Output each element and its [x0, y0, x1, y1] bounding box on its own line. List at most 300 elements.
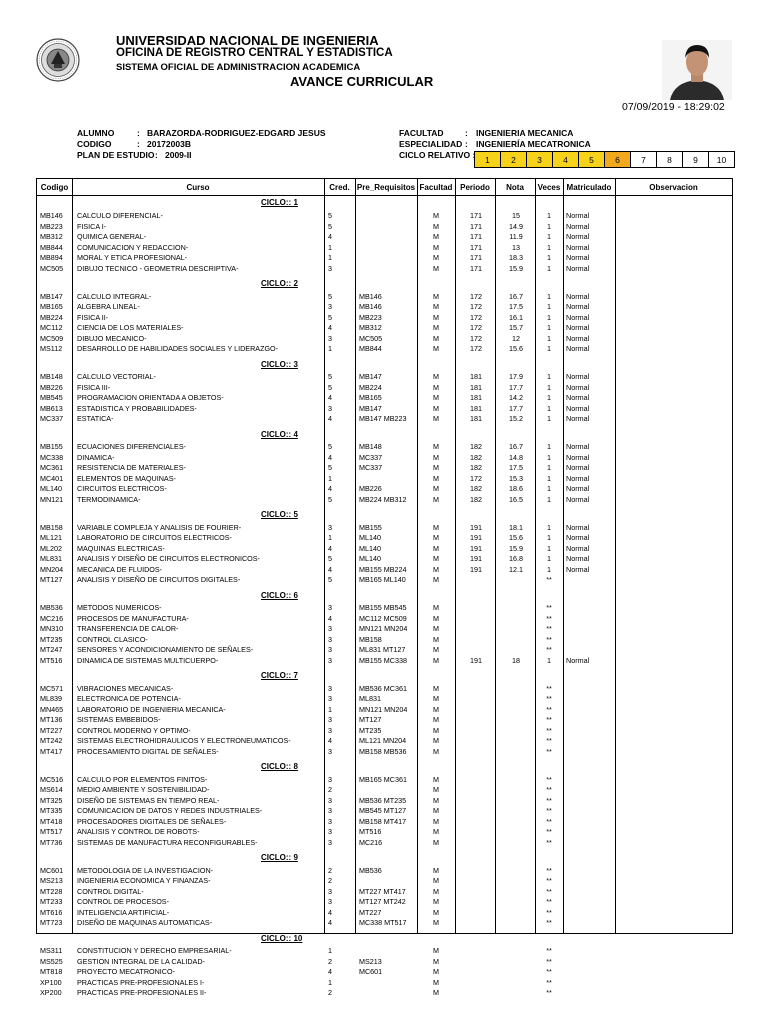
cell-creditos: 1	[328, 946, 332, 955]
table-row	[37, 624, 732, 634]
cell-prerequisitos: MB844	[359, 344, 382, 353]
cell-creditos: 4	[328, 907, 332, 917]
cell-creditos: 3	[328, 827, 332, 836]
cell-nota: 15.9	[509, 263, 523, 273]
cell-matriculado: Normal	[566, 484, 590, 493]
cell-periodo: 171	[470, 253, 482, 262]
cell-creditos: 3	[328, 806, 332, 815]
cell-periodo: 172	[470, 312, 482, 322]
cell-veces: **	[546, 795, 552, 805]
cell-matriculado: Normal	[566, 302, 590, 311]
cell-matriculado: Normal	[566, 543, 590, 553]
cycle-box-10: 10	[716, 154, 727, 165]
cycle-progress-boxes	[474, 151, 735, 168]
cell-periodo: 191	[470, 564, 482, 574]
table-row	[37, 302, 732, 312]
cell-periodo: 172	[470, 344, 482, 353]
cell-matriculado: Normal	[566, 372, 590, 381]
cell-curso: ESTADISTICA Y PROBABILIDADES-	[77, 403, 197, 413]
cell-curso: ESTATICA-	[77, 414, 114, 423]
cell-facultad: M	[433, 774, 439, 784]
cell-curso: INGENIERIA ECONOMICA Y FINANZAS-	[77, 876, 211, 885]
cell-facultad: M	[433, 956, 439, 966]
cell-creditos: 3	[328, 746, 332, 756]
cell-veces: **	[546, 575, 552, 584]
cell-prerequisitos: MB165	[359, 393, 382, 402]
table-row	[37, 866, 732, 876]
cell-veces: **	[546, 876, 552, 885]
col-header-codigo: Codigo	[40, 182, 69, 192]
cycle-box-4: 4	[553, 152, 579, 167]
cell-prerequisitos: MT516	[359, 827, 382, 836]
cell-curso: GESTION INTEGRAL DE LA CALIDAD-	[77, 956, 205, 966]
cell-matriculado: Normal	[566, 473, 590, 483]
cell-facultad: M	[433, 634, 439, 644]
cell-creditos: 4	[328, 232, 332, 241]
cell-periodo: 191	[470, 522, 482, 532]
cell-creditos: 3	[328, 683, 332, 693]
section-title-ciclo-8: CICLO:: 8	[261, 762, 298, 771]
cell-creditos: 5	[328, 382, 332, 392]
cell-curso: PROCESADORES DIGITALES DE SEÑALES-	[77, 816, 227, 826]
cycle-box-2: 2	[501, 152, 527, 167]
cell-periodo: 191	[470, 533, 482, 542]
cell-codigo: MT242	[40, 736, 63, 745]
cell-creditos: 3	[328, 897, 332, 906]
cycle-box-6: 6	[605, 152, 631, 167]
cell-creditos: 5	[328, 442, 332, 451]
cell-matriculado: Normal	[566, 253, 590, 262]
cell-codigo: MT127	[40, 575, 63, 584]
cell-periodo: 171	[470, 263, 482, 273]
col-header-veces: Veces	[537, 182, 561, 192]
cell-veces: **	[546, 897, 552, 906]
cell-creditos: 4	[328, 393, 332, 402]
section-title-ciclo-9: CICLO:: 9	[261, 853, 298, 862]
cell-curso: MEDIO AMBIENTE Y SOSTENIBILIDAD-	[77, 785, 210, 794]
cell-codigo: MT616	[40, 907, 63, 917]
cell-veces: **	[546, 886, 552, 896]
cell-nota: 15.3	[509, 473, 523, 483]
cell-matriculado: Normal	[566, 344, 590, 353]
cell-creditos: 4	[328, 414, 332, 423]
cell-curso: COMUNICACION Y REDACCION-	[77, 242, 189, 252]
cell-creditos: 2	[328, 876, 332, 885]
cell-veces: **	[546, 624, 552, 633]
cell-codigo: MT136	[40, 715, 63, 724]
cell-matriculado: Normal	[566, 312, 590, 322]
cell-prerequisitos: MB155	[359, 522, 382, 532]
ciclo-relativo-label: CICLO RELATIVO :	[399, 150, 476, 160]
cell-codigo: MB146	[40, 211, 63, 220]
cell-curso: CALCULO VECTORIAL-	[77, 372, 156, 381]
cell-codigo: MB844	[40, 242, 63, 252]
cell-matriculado: Normal	[566, 494, 590, 504]
section-title-ciclo-7: CICLO:: 7	[261, 671, 298, 680]
cell-prerequisitos: MB147	[359, 403, 382, 413]
table-row	[37, 565, 732, 575]
table-row	[37, 747, 732, 757]
cell-codigo: MT247	[40, 645, 63, 654]
cycle-box-1: 1	[475, 152, 501, 167]
cell-veces: 1	[547, 211, 551, 220]
table-row	[37, 603, 732, 613]
cell-facultad: M	[433, 876, 439, 885]
cell-prerequisitos: ML831 MT127	[359, 645, 406, 654]
cell-facultad: M	[433, 907, 439, 917]
cell-facultad: M	[433, 554, 439, 563]
cell-nota: 15	[512, 211, 520, 220]
cell-veces: 1	[547, 543, 551, 553]
col-header-curso: Curso	[186, 182, 210, 192]
cell-prerequisitos: MB536 MC361	[359, 683, 407, 693]
table-row	[37, 715, 732, 725]
cell-matriculado: Normal	[566, 414, 590, 423]
alumno-colon: :	[137, 128, 140, 138]
cell-prerequisitos: MB536 MT235	[359, 795, 407, 805]
cell-veces: 1	[547, 494, 551, 504]
cell-curso: DINAMICA DE SISTEMAS MULTICUERPO-	[77, 655, 219, 665]
cell-veces: **	[546, 967, 552, 976]
cell-nota: 15.9	[509, 543, 523, 553]
cell-veces: 1	[547, 564, 551, 574]
cell-matriculado: Normal	[566, 403, 590, 413]
cell-creditos: 1	[328, 253, 332, 262]
cell-creditos: 5	[328, 554, 332, 563]
cell-curso: CALCULO POR ELEMENTOS FINITOS-	[77, 774, 208, 784]
cell-veces: 1	[547, 655, 551, 665]
cell-veces: 1	[547, 533, 551, 542]
table-row	[37, 523, 732, 533]
cell-matriculado: Normal	[566, 442, 590, 451]
cell-prerequisitos: MC338 MT517	[359, 918, 407, 927]
cell-facultad: M	[433, 575, 439, 584]
cell-curso: SENSORES Y ACONDICIONAMIENTO DE SEÑALES-	[77, 645, 254, 654]
cell-nota: 18.3	[509, 253, 523, 262]
table-row	[37, 614, 732, 624]
cell-creditos: 4	[328, 613, 332, 623]
cell-curso: DIBUJO MECANICO-	[77, 333, 147, 343]
cell-codigo: MT723	[40, 918, 63, 927]
table-row	[37, 838, 732, 848]
cell-prerequisitos: ML140	[359, 543, 381, 553]
plan-colon: :	[155, 150, 158, 160]
table-row	[37, 232, 732, 242]
cell-creditos: 2	[328, 988, 332, 997]
cell-creditos: 5	[328, 211, 332, 220]
cell-codigo: MB147	[40, 291, 63, 301]
cell-creditos: 3	[328, 816, 332, 826]
cell-matriculado: Normal	[566, 382, 590, 392]
cell-facultad: M	[433, 291, 439, 301]
cell-codigo: MN465	[40, 704, 64, 714]
cell-facultad: M	[433, 442, 439, 451]
cell-nota: 11.9	[509, 232, 523, 241]
cell-veces: **	[546, 865, 552, 875]
cell-nota: 12.1	[509, 564, 523, 574]
cell-codigo: MC112	[40, 323, 63, 332]
cell-facultad: M	[433, 344, 439, 353]
cycle-box-5: 5	[579, 152, 605, 167]
cell-nota: 15.2	[509, 414, 523, 423]
cell-veces: 1	[547, 302, 551, 311]
cell-curso: COMUNICACION DE DATOS Y REDES INDUSTRIALES-	[77, 806, 263, 815]
cell-prerequisitos: ML140	[359, 554, 381, 563]
cell-curso: CONSTITUCION Y DERECHO EMPRESARIAL-	[77, 946, 232, 955]
table-row	[37, 211, 732, 221]
cell-creditos: 3	[328, 263, 332, 273]
table-row	[37, 957, 732, 967]
cell-periodo: 171	[470, 232, 482, 241]
cell-facultad: M	[433, 967, 439, 976]
cell-nota: 18	[512, 655, 520, 665]
cell-prerequisitos: MC337	[359, 452, 383, 462]
cell-codigo: ML140	[40, 484, 62, 493]
cell-creditos: 3	[328, 837, 332, 847]
cell-prerequisitos: MB312	[359, 323, 382, 332]
cell-curso: PRACTICAS PRE-PROFESIONALES II-	[77, 988, 207, 997]
table-row	[37, 785, 732, 795]
cell-veces: 1	[547, 522, 551, 532]
cell-facultad: M	[433, 785, 439, 794]
cell-facultad: M	[433, 806, 439, 815]
alumno-value: BARAZORDA-RODRIGUEZ-EDGARD JESUS	[147, 128, 326, 138]
cell-creditos: 5	[328, 494, 332, 504]
cell-creditos: 3	[328, 603, 332, 612]
cell-codigo: MT335	[40, 806, 63, 815]
cell-periodo: 181	[470, 393, 482, 402]
cell-prerequisitos: MC601	[359, 967, 383, 976]
cell-codigo: MT517	[40, 827, 63, 836]
cell-codigo: MC601	[40, 865, 64, 875]
cell-curso: CONTROL DE PROCESOS-	[77, 897, 169, 906]
cell-creditos: 3	[328, 624, 332, 633]
cell-creditos: 4	[328, 564, 332, 574]
cell-nota: 17.5	[509, 463, 523, 472]
cell-creditos: 2	[328, 865, 332, 875]
cell-curso: LABORATORIO DE INGENIERIA MECANICA-	[77, 704, 226, 714]
col-header-nota: Nota	[506, 182, 524, 192]
cell-curso: CALCULO INTEGRAL-	[77, 291, 152, 301]
cell-periodo: 172	[470, 323, 482, 332]
cell-curso: MECANICA DE FLUIDOS-	[77, 564, 163, 574]
cell-veces: **	[546, 785, 552, 794]
cell-codigo: XP100	[40, 977, 62, 987]
cell-codigo: MN310	[40, 624, 64, 633]
cell-codigo: MB165	[40, 302, 63, 311]
cell-curso: SISTEMAS DE MANUFACTURA RECONFIGURABLES-	[77, 837, 258, 847]
table-row	[37, 474, 732, 484]
cell-curso: DIBUJO TECNICO - GEOMETRIA DESCRIPTIVA-	[77, 263, 239, 273]
cell-curso: ECUACIONES DIFERENCIALES-	[77, 442, 187, 451]
cell-veces: 1	[547, 463, 551, 472]
cell-facultad: M	[433, 683, 439, 693]
cell-codigo: MC516	[40, 774, 64, 784]
curriculum-table	[36, 178, 733, 997]
cell-matriculado: Normal	[566, 263, 590, 273]
cell-creditos: 3	[328, 522, 332, 532]
cell-codigo: MB155	[40, 442, 63, 451]
cell-facultad: M	[433, 918, 439, 927]
section-title-ciclo-10: CICLO:: 10	[261, 933, 303, 943]
cell-curso: TRANSFERENCIA DE CALOR-	[77, 624, 179, 633]
cell-creditos: 1	[328, 704, 332, 714]
cell-facultad: M	[433, 736, 439, 745]
cell-codigo: MT417	[40, 746, 63, 756]
cell-codigo: ML202	[40, 543, 62, 553]
cell-codigo: MC216	[40, 613, 64, 623]
cycle-box-8: 8	[657, 152, 683, 167]
cell-veces: 1	[547, 333, 551, 343]
cell-nota: 16.7	[509, 291, 523, 301]
table-row	[37, 876, 732, 886]
table-row	[37, 908, 732, 918]
cell-prerequisitos: MC505	[359, 333, 383, 343]
cell-facultad: M	[433, 694, 439, 703]
cell-veces: 1	[547, 242, 551, 252]
cell-periodo: 172	[470, 333, 482, 343]
cell-veces: 1	[547, 221, 551, 231]
cell-curso: ANALISIS Y DISEÑO DE CIRCUITOS ELECTRONICOS-	[77, 554, 260, 563]
cell-facultad: M	[433, 211, 439, 220]
alumno-label: ALUMNO	[77, 128, 115, 138]
cell-matriculado: Normal	[566, 333, 590, 343]
cell-facultad: M	[433, 522, 439, 532]
table-row	[37, 796, 732, 806]
cell-veces: **	[546, 918, 552, 927]
table-row	[37, 393, 732, 403]
cell-periodo: 191	[470, 554, 482, 563]
cell-veces: **	[546, 827, 552, 836]
cell-matriculado: Normal	[566, 232, 590, 241]
cell-prerequisitos: MB147	[359, 372, 382, 381]
cell-facultad: M	[433, 837, 439, 847]
cell-creditos: 1	[328, 977, 332, 987]
cell-facultad: M	[433, 645, 439, 654]
cell-facultad: M	[433, 624, 439, 633]
cell-nota: 17.5	[509, 302, 523, 311]
cell-periodo: 172	[470, 473, 482, 483]
cell-prerequisitos: MB158 MB536	[359, 746, 407, 756]
cell-veces: **	[546, 907, 552, 917]
cell-veces: **	[546, 715, 552, 724]
section-title-ciclo-6: CICLO:: 6	[261, 590, 298, 600]
cell-curso: CIENCIA DE LOS MATERIALES-	[77, 323, 184, 332]
cell-nota: 17.7	[509, 382, 523, 392]
section-title-ciclo-5: CICLO:: 5	[261, 510, 298, 519]
university-name: UNIVERSIDAD NACIONAL DE INGENIERIA	[116, 33, 379, 48]
table-row	[37, 967, 732, 977]
cell-nota: 15.6	[509, 344, 523, 353]
cell-curso: FISICA II-	[77, 312, 109, 322]
cell-facultad: M	[433, 715, 439, 724]
cell-veces: 1	[547, 554, 551, 563]
cell-prerequisitos: MT227 MT417	[359, 886, 406, 896]
cell-facultad: M	[433, 393, 439, 402]
cell-facultad: M	[433, 333, 439, 343]
cell-curso: ELEMENTOS DE MAQUINAS-	[77, 473, 176, 483]
cell-veces: **	[546, 946, 552, 955]
cell-curso: CONTROL MODERNO Y OPTIMO-	[77, 725, 191, 735]
report-datetime: 07/09/2019 - 18:29:02	[622, 101, 725, 113]
table-row	[37, 827, 732, 837]
cell-codigo: MB226	[40, 382, 63, 392]
cell-creditos: 3	[328, 774, 332, 784]
cell-codigo: MT227	[40, 725, 63, 735]
cell-curso: VARIABLE COMPLEJA Y ANALISIS DE FOURIER-	[77, 522, 242, 532]
cell-periodo: 181	[470, 382, 482, 392]
cell-veces: **	[546, 603, 552, 612]
cell-facultad: M	[433, 452, 439, 462]
cell-veces: **	[546, 736, 552, 745]
cell-curso: ANALISIS Y CONTROL DE ROBOTS-	[77, 827, 200, 836]
cell-creditos: 4	[328, 452, 332, 462]
col-header-periodo: Periodo	[460, 182, 490, 192]
cell-codigo: MB158	[40, 522, 63, 532]
cell-curso: QUIMICA GENERAL-	[77, 232, 147, 241]
cell-creditos: 4	[328, 918, 332, 927]
cell-curso: DISEÑO DE MAQUINAS AUTOMATICAS-	[77, 918, 213, 927]
system-name: SISTEMA OFICIAL DE ADMINISTRACION ACADEMICA	[116, 62, 361, 73]
cycle-box-9: 9	[683, 152, 709, 167]
table-row	[37, 887, 732, 897]
cycle-box-7: 7	[631, 152, 657, 167]
table-row	[37, 463, 732, 473]
cell-veces: **	[546, 694, 552, 703]
especialidad-label: ESPECIALIDAD	[399, 139, 463, 149]
cell-codigo: MC361	[40, 463, 64, 472]
table-row	[37, 897, 732, 907]
table-row	[37, 442, 732, 452]
cell-veces: **	[546, 746, 552, 756]
cell-periodo: 182	[470, 484, 482, 493]
cell-facultad: M	[433, 564, 439, 574]
cell-facultad: M	[433, 382, 439, 392]
cell-nota: 16.7	[509, 442, 523, 451]
table-row	[37, 313, 732, 323]
cell-codigo: MB148	[40, 372, 63, 381]
plan-label: PLAN DE ESTUDIO	[77, 150, 155, 160]
table-row	[37, 575, 732, 585]
cell-periodo: 182	[470, 452, 482, 462]
cell-prerequisitos: MB148	[359, 442, 382, 451]
cell-prerequisitos: MB146	[359, 291, 382, 301]
table-row	[37, 694, 732, 704]
cell-facultad: M	[433, 886, 439, 896]
cell-periodo: 171	[470, 221, 482, 231]
cell-periodo: 181	[470, 403, 482, 413]
cell-facultad: M	[433, 263, 439, 273]
cell-creditos: 5	[328, 312, 332, 322]
cell-codigo: MN121	[40, 494, 64, 504]
table-row	[37, 817, 732, 827]
table-row	[37, 635, 732, 645]
cell-matriculado: Normal	[566, 452, 590, 462]
cell-veces: 1	[547, 452, 551, 462]
cell-codigo: MT228	[40, 886, 63, 896]
facultad-value: INGENIERIA MECANICA	[476, 128, 574, 138]
cell-veces: 1	[547, 291, 551, 301]
cell-facultad: M	[433, 865, 439, 875]
cell-nota: 13	[512, 242, 520, 252]
cell-creditos: 5	[328, 575, 332, 584]
cell-codigo: XP200	[40, 988, 62, 997]
cell-veces: **	[546, 613, 552, 623]
cell-veces: **	[546, 725, 552, 735]
col-header-observacion: Observacion	[649, 182, 698, 192]
cell-creditos: 4	[328, 543, 332, 553]
cell-veces: **	[546, 704, 552, 714]
